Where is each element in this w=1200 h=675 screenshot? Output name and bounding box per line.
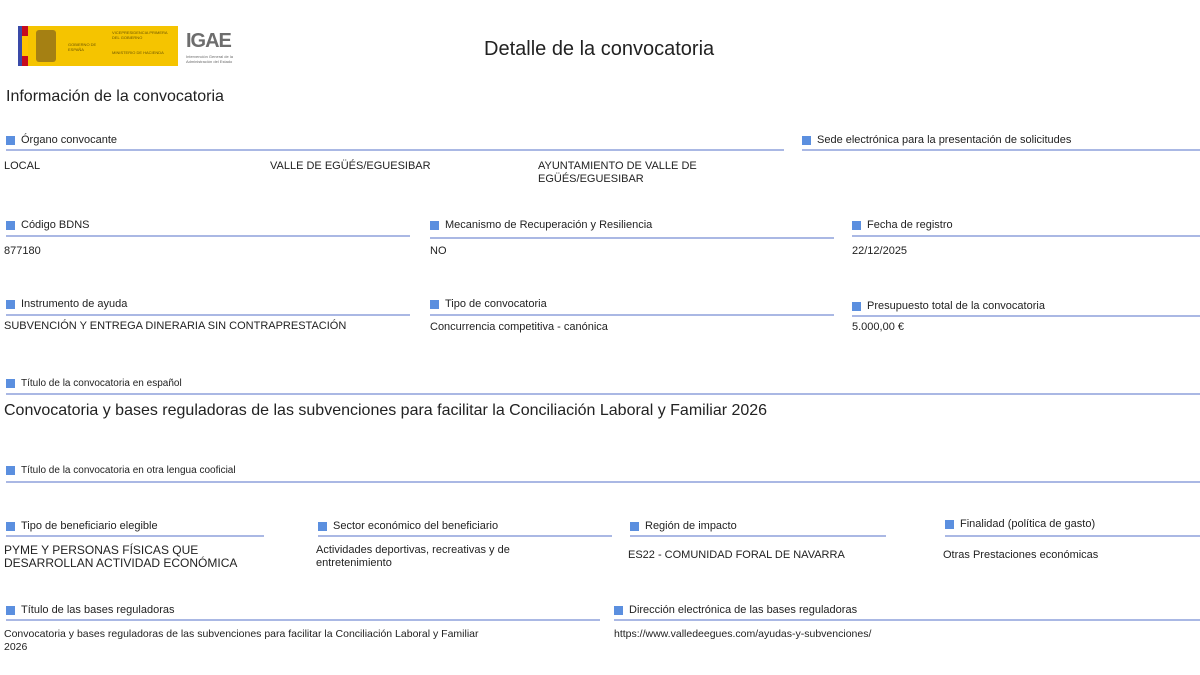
tipo-convocatoria-value: Concurrencia competitiva - canónica — [430, 321, 608, 333]
eu-stripe-icon — [18, 26, 22, 66]
divider — [945, 535, 1200, 537]
label-organo: Órgano convocante — [6, 134, 117, 146]
sector-line2: entretenimiento — [316, 557, 392, 569]
label-mrr: Mecanismo de Recuperación y Resiliencia — [430, 219, 652, 231]
beneficiario-line2: DESARROLLAN ACTIVIDAD ECONÓMICA — [4, 556, 238, 570]
organo-level: LOCAL — [4, 160, 41, 172]
logo-gov-text: GOBIERNO DE ESPAÑA — [68, 42, 97, 52]
divider — [802, 149, 1200, 151]
label-finalidad: Finalidad (política de gasto) — [945, 518, 1095, 530]
beneficiario-line1: PYME Y PERSONAS FÍSICAS QUE — [4, 543, 199, 557]
titulo-es-value: Convocatoria y bases reguladoras de las subvenciones para facilitar la Conciliación Laboral y Familiar 2026 — [4, 402, 768, 419]
divider — [430, 314, 834, 316]
label-sede: Sede electrónica para la presentación de solicitudes — [802, 134, 1071, 146]
region-value: ES22 - COMUNIDAD FORAL DE NAVARRA — [628, 549, 845, 561]
igae-subtitle: Intervención General de la Administración del Estado — [186, 54, 233, 64]
page-title: Detalle de la convocatoria — [484, 38, 715, 60]
logo-vice-text: VICEPRESIDENCIA PRIMERA DEL GOBIERNO — [112, 30, 168, 40]
organo-name-line1: AYUNTAMIENTO DE VALLE DE — [538, 160, 697, 172]
square-bullet-icon — [6, 379, 15, 388]
logo-ministry-text: MINISTERIO DE HACIENDA — [112, 50, 164, 55]
divider — [6, 393, 1200, 395]
divider — [318, 535, 612, 537]
square-bullet-icon — [945, 520, 954, 529]
titulo-bases-line1: Convocatoria y bases reguladoras de las subvenciones para facilitar la Conciliación Laboral y Familiar — [4, 628, 479, 640]
instrumento-value: SUBVENCIÓN Y ENTREGA DINERARIA SIN CONTRAPRESTACIÓN — [4, 320, 347, 332]
coat-of-arms-icon — [36, 30, 56, 62]
divider — [6, 314, 410, 316]
label-region: Región de impacto — [630, 520, 737, 532]
mrr-value: NO — [430, 245, 447, 257]
divider — [852, 235, 1200, 237]
divider — [614, 619, 1200, 621]
square-bullet-icon — [6, 606, 15, 615]
divider — [6, 149, 784, 151]
label-sector: Sector económico del beneficiario — [318, 520, 498, 532]
section-title: Información de la convocatoria — [6, 88, 224, 105]
fecha-value: 22/12/2025 — [852, 245, 908, 257]
divider — [6, 535, 264, 537]
square-bullet-icon — [318, 522, 327, 531]
label-titulo-es: Título de la convocatoria en español — [6, 378, 182, 389]
square-bullet-icon — [614, 606, 623, 615]
divider — [6, 619, 600, 621]
square-bullet-icon — [6, 136, 15, 145]
square-bullet-icon — [802, 136, 811, 145]
igae-logo: IGAE — [186, 30, 231, 52]
titulo-bases-line2: 2026 — [4, 641, 28, 653]
label-titulo-otra: Título de la convocatoria en otra lengua cooficial — [6, 465, 236, 476]
divider — [630, 535, 886, 537]
square-bullet-icon — [6, 221, 15, 230]
divider — [430, 237, 834, 239]
finalidad-value: Otras Prestaciones económicas — [943, 549, 1099, 561]
label-instrumento: Instrumento de ayuda — [6, 298, 127, 310]
url-bases-link[interactable]: https://www.valledeegues.com/ayudas-y-subvenciones/ — [614, 628, 872, 640]
square-bullet-icon — [430, 300, 439, 309]
square-bullet-icon — [6, 522, 15, 531]
label-tipo-convocatoria: Tipo de convocatoria — [430, 298, 547, 310]
label-url-bases: Dirección electrónica de las bases reguladoras — [614, 604, 857, 616]
presupuesto-value: 5.000,00 € — [852, 321, 904, 333]
square-bullet-icon — [430, 221, 439, 230]
label-beneficiario: Tipo de beneficiario elegible — [6, 520, 158, 532]
sector-line1: Actividades deportivas, recreativas y de — [316, 544, 510, 556]
label-presupuesto: Presupuesto total de la convocatoria — [852, 300, 1045, 312]
label-codigo: Código BDNS — [6, 219, 89, 231]
square-bullet-icon — [6, 466, 15, 475]
organo-region: VALLE DE EGÜÉS/EGUESIBAR — [270, 160, 431, 172]
divider — [6, 235, 410, 237]
label-titulo-bases: Título de las bases reguladoras — [6, 604, 174, 616]
square-bullet-icon — [852, 302, 861, 311]
divider — [852, 315, 1200, 317]
codigo-value: 877180 — [4, 245, 41, 257]
square-bullet-icon — [6, 300, 15, 309]
square-bullet-icon — [630, 522, 639, 531]
label-fecha: Fecha de registro — [852, 219, 953, 231]
divider — [6, 481, 1200, 483]
organo-name-line2: EGÜÉS/EGUESIBAR — [538, 173, 644, 185]
square-bullet-icon — [852, 221, 861, 230]
